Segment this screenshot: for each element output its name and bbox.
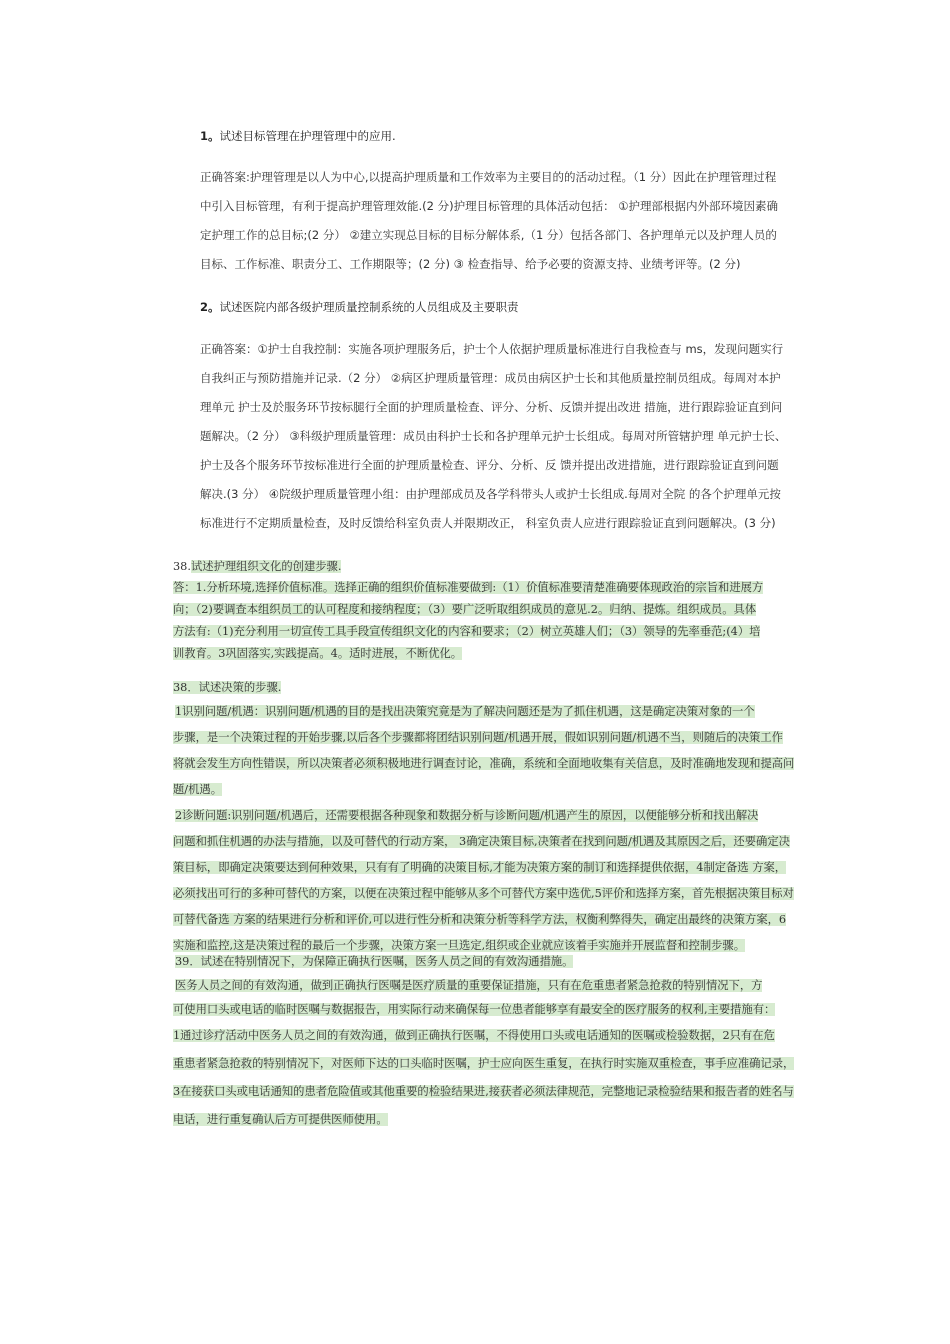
answer-line: 标准进行不定期质量检查，及时反馈给科室负责人并限期改正， 科室负责人应进行跟踪验证直到问题解决。(3 分): [200, 516, 776, 530]
answer-line: 方法有:（1)充分利用一切宣传工具手段宣传组织文化的内容和要求；（2）树立英雄人们；（3）领导的先率垂范;(4）培: [173, 625, 761, 638]
answer-line: 训教育。3巩固落实,实践提高。4。适时进展，不断优化。: [173, 647, 463, 660]
section-38-culture: [173, 556, 813, 665]
answer-line: 理单元 护士及於服务环节按标腿行全面的护理质量检查、评分、分析、反馈并提出改进 措施，进行跟踪验证直到问: [200, 400, 783, 414]
paragraph-line: 1通过诊疗活动中医务人员之间的有效沟通，做到正确执行医嘱，不得使用口头或电话通知的医嘱或检验数据，2只有在危: [173, 1029, 775, 1042]
line-wrap: [173, 725, 813, 751]
line-wrap: [173, 829, 813, 855]
line-wrap: [173, 1078, 813, 1106]
question-2-title: [200, 299, 519, 315]
section-39: [173, 950, 813, 1134]
answer-line: 定护理工作的总目标;(2 分） ②建立实现总目标的目标分解体系,（1 分）包括各部门、各护理单元以及护理人员的: [200, 228, 777, 242]
paragraph-line: 可替代备选 方案的结果进行分析和评价,可以进行性分析和决策分析等科学方法，权衡利弊得失，确定出最终的决策方案，6: [173, 913, 787, 926]
line-wrap: [173, 751, 813, 777]
line-wrap: [173, 577, 813, 599]
answer-line: 中引入目标管理，有利于提高护理管理效能.(2 分)护理目标管理的具体活动包括： ①护理部根据内外部环境因素确: [200, 199, 779, 213]
answer-line: 向；（2)要调查本组织员工的认可程度和接纳程度；（3）要广泛听取组织成员的意见.2。归纳、提炼。组织成员。具体: [173, 603, 757, 616]
line-wrap: [173, 998, 813, 1022]
paragraph-line: 2诊断问题:识别问题/机遇后，还需要根据各种现象和数据分析与诊断问题/机遇产生的原因，以便能够分析和找出解决: [175, 809, 759, 822]
question-2-answer: [200, 335, 820, 538]
question-1-answer: [200, 163, 820, 279]
paragraph-line: 将就会发生方向性错误，所以决策者必须积极地进行调查讨论，准确，系统和全面地收集有关信息，及时准确地发现和提高问: [173, 757, 795, 770]
line-wrap: [173, 699, 813, 725]
paragraph-line: 电话，进行重复确认后方可提供医师使用。: [173, 1113, 388, 1126]
paragraph-line: 医务人员之间的有效沟通，做到正确执行医嘱是医疗质量的重要保证措施，只有在危重患者紧急抢救的特别情况下，方: [175, 979, 763, 992]
line-wrap: [173, 974, 813, 998]
paragraph-line: 1识别问题/机遇：识别问题/机遇的目的是找出决策究竟是为了解决问题还是为了抓住机遇，这是确定决策对象的一个: [175, 705, 755, 718]
paragraph-line: 步骤，是一个决策过程的开始步骤,以后各个步骤都将团结识别问题/机遇开展，假如识别问题/机遇不当，则随后的决策工作: [173, 731, 783, 744]
section-38-culture-heading: [173, 556, 813, 577]
answer-line: 目标、工作标准、职责分工、工作期限等；(2 分) ③ 检查指导、给予必要的资源支持、业绩考评等。(2 分): [200, 257, 741, 271]
answer-line: 正确答案：①护士自我控制：实施各项护理服务后，护士个人依据护理质量标准进行自我检查与 ms，发现问题实行: [200, 342, 784, 356]
answer-line: 答：1.分析环境,选择价值标准。选择正确的组织价值标准要做到:（1）价值标准要清楚准确要体现政治的宗旨和进展方: [173, 581, 764, 594]
paragraph-line: 问题和抓住机遇的办法与措施，以及可替代的行动方案， 3确定决策目标,决策者在找到问题/机遇及其原因之后，还要确定决: [173, 835, 790, 848]
answer-line: 解决.(3 分） ④院级护理质量管理小组：由护理部成员及各学科带头人或护士长组成.每周对全院 的各个护理单元按: [200, 487, 781, 501]
section-heading: 38．试述决策的步骤.: [173, 681, 282, 694]
question-2-number: 2。: [200, 300, 220, 314]
question-1-title: [200, 128, 396, 144]
question-2-text: 试述医院内部各级护理质量控制系统的人员组成及主要职责: [219, 300, 519, 314]
paragraph-line: 重患者紧急抢救的特别情况下，对医师下达的口头临时医嘱，护士应向医生重复，在执行时实施双重检查，事手应准确记录，: [173, 1057, 795, 1070]
line-wrap: [173, 907, 813, 933]
answer-line: 自我纠正与预防措施并记录.（2 分） ②病区护理质量管理：成员由病区护士长和其他质量控制员组成。每周对本护: [200, 371, 781, 385]
answer-line: 题解决。（2 分） ③科级护理质量管理：成员由科护士长和各护理单元护士长组成。每周对所管辖护理 单元护士长、: [200, 429, 787, 443]
paragraph-line: 必须找出可行的多种可替代的方案，以便在决策过程中能够从多个可替代方案中选优,5评价和选择方案，首先根据决策目标对: [173, 887, 794, 900]
line-wrap: [173, 621, 813, 643]
line-wrap: [173, 855, 813, 881]
line-wrap: [173, 777, 813, 803]
question-1-number: 1。: [200, 129, 220, 143]
paragraph-line: 实施和监控,这是决策过程的最后一个步骤，决策方案一旦选定,组织或企业就应该着手实施并开展监督和控制步骤。: [173, 939, 746, 952]
line-wrap: [173, 803, 813, 829]
line-wrap: [173, 1050, 813, 1078]
section-number: 38.: [173, 560, 191, 573]
line-wrap: [173, 1106, 813, 1134]
question-1-text: 试述目标管理在护理管理中的应用.: [219, 129, 396, 143]
line-wrap: [173, 677, 813, 699]
answer-line: 正确答案:护理管理是以人为中心,以提高护理质量和工作效率为主要目的的活动过程。（1 分）因此在护理管理过程: [200, 170, 777, 184]
answer-line: 护士及各个服务环节按标准进行全面的护理质量检查、评分、分析、反 馈并提出改进措施，进行跟踪验证直到问题: [200, 458, 779, 472]
line-wrap: [173, 599, 813, 621]
paragraph-line: 策目标，即确定决策要达到何种效果，只有有了明确的决策目标,才能为决策方案的制订和选择提供依据，4制定备选 方案，: [173, 861, 787, 874]
section-heading: 39．试述在特别情况下，为保障正确执行医嘱，医务人员之间的有效沟通措施。: [175, 955, 574, 968]
paragraph-line: 3在接获口头或电话通知的患者危险值或其他重要的检验结果进,接获者必须法律规范，完整地记录检验结果和报告者的姓名与: [173, 1085, 794, 1098]
line-wrap: [173, 881, 813, 907]
line-wrap: [173, 1022, 813, 1050]
paragraph-line: 可使用口头或电话的临时医嘱与数据报告，用实际行动来确保每一位患者能够享有最安全的医疗服务的权利,主要措施有：: [173, 1003, 776, 1016]
line-wrap: [173, 643, 813, 665]
section-38-decision: [173, 677, 813, 959]
paragraph-line: 题/机遇。: [173, 783, 222, 796]
line-wrap: [173, 950, 813, 974]
section-title: 试述护理组织文化的创建步骤.: [190, 560, 342, 573]
